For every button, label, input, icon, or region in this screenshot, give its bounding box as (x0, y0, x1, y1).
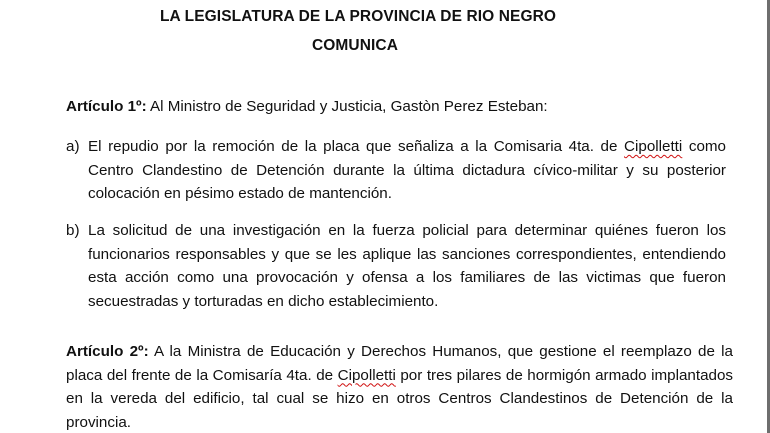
document-title: LA LEGISLATURA DE LA PROVINCIA DE RIO NEGRO (159, 8, 557, 25)
list-item-a (66, 135, 726, 206)
article-1-text: Al Ministro de Seguridad y Justicia, Gastòn Perez Esteban: (146, 98, 548, 115)
item-a-text-before: El repudio por la remoción de la placa que señaliza a la Comisaria 4ta. de (88, 138, 625, 155)
list-marker-b: b) (66, 222, 80, 239)
document-subtitle: COMUNICA (311, 37, 399, 54)
article-2-text-after: por tres pilares de hormigón armado implantados en la vereda del edificio, tal cual se hizo en otros Centros Clandestinos de Detención de la provincia. (66, 366, 733, 431)
list-marker-a: a) (66, 138, 80, 155)
article-2-label: Artículo 2º: (66, 343, 149, 360)
list-item-b-text: La solicitud de una investigación en la fuerza policial para determinar quiénes fueron los funcionarios responsables y que se les aplique las sanciones correspondientes, entendiendo esta acción como una provocación y ofensa a los familiares de las victimas que fueron secuestradas y torturadas en dicho establecimiento. (88, 222, 726, 310)
list-item-b (66, 219, 726, 313)
article-1 (66, 95, 726, 119)
list-item-a-text (88, 135, 726, 206)
article-2 (66, 340, 733, 433)
spellcheck-flagged-word: Cipolletti (337, 366, 396, 384)
article-2-text-before: A la Ministra de Educación y Derechos Humanos, que gestione el reemplazo de la placa del frente de la Comisaría 4ta. de (66, 343, 733, 384)
article-1-label: Artículo 1º: (66, 98, 147, 115)
spellcheck-flagged-word: Cipolletti (624, 138, 683, 155)
item-a-text-after: como Centro Clandestino de Detención durante la última dictadura cívico-militar y su posterior colocación en pésimo estado de mantención. (88, 138, 726, 202)
